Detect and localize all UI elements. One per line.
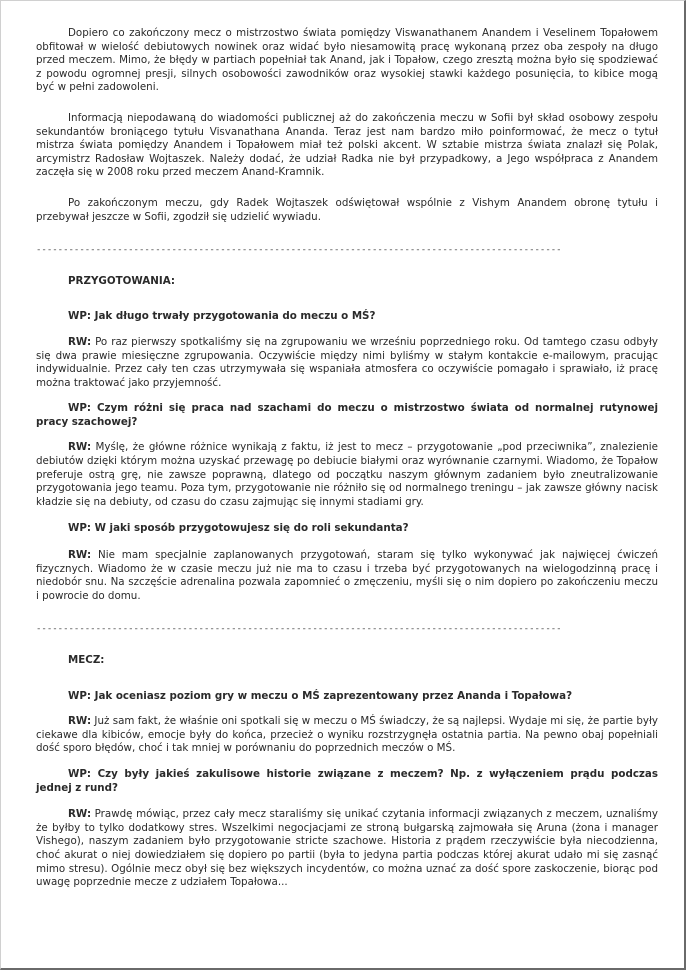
answer-1: [36, 336, 658, 390]
answer-speaker: RW:: [68, 441, 92, 454]
answer-speaker: RW:: [68, 715, 92, 728]
section-divider-1: -------------------------------------------------------------------------------------------------: [36, 245, 562, 256]
section-heading-match: MECZ:: [68, 654, 105, 666]
intro-paragraph-2: Informacją niepodawaną do wiadomości publicznej aż do zakończenia meczu w Sofii był skład osobowy zespołu sekundantów broniącego tytułu Visvanathana Ananda. Teraz jest nam bardzo miło poinformować, że mecz o tytuł mistrza świata pomiędzy Anandem i Topałowem miał też polski akcent. W sztabie mistrza świata znalazł się Polak, arcymistrz Radosław Wojtaszek. Należy dodać, że udział Radka nie był przypadkowy, a Jego współpraca z Anandem zaczęła się w 2008 roku przed meczem Anand-Kramnik.: [36, 111, 658, 179]
answer-4: [36, 715, 658, 756]
intro-paragraph-3: Po zakończonym meczu, gdy Radek Wojtaszek odświętował wspólnie z Vishym Anandem obronę tytułu i przebywał jeszcze w Sofii, zgodził się udzielić wywiadu.: [36, 196, 658, 223]
intro-paragraph-1: Dopiero co zakończony mecz o mistrzostwo świata pomiędzy Viswanathanem Anandem i Veselinem Topałowem obfitował w wielość debiutowych nowinek oraz widać było niesamowitą pracę wykonaną przez oba zespoły na długo przed meczem. Mimo, że błędy w partiach popełniał tak Anand, jak i Topałow, czego zresztą można było się spodziewać z powodu ogromnej presji, silnych osobowości zawodników oraz wysokiej stawki każdego posunięcia, to kibice mogą być w pełni zadowoleni.: [36, 27, 658, 94]
question-2: WP: Czym różni się praca nad szachami do meczu o mistrzostwo świata od normalnej rutynowej pracy szachowej?: [36, 402, 658, 428]
question-5: WP: Czy były jakieś zakulisowe historie związane z meczem? Np. z wyłączeniem prądu podczas jednej z rund?: [36, 767, 658, 794]
answer-text: Po raz pierwszy spotkaliśmy się na zgrupowaniu we wrześniu poprzedniego roku. Od tamtego czasu odbyły się dwa prawie miesięczne zgrupowania. Oczywiście między nimi byliśmy w stałym kontakcie e-mailowym, pracując indywidualnie. Przez cały ten czas utrzymywała się wspaniała atmosfera co oczywiście pomagało i sprawiało, iż pracę można traktować jako przyjemność.: [36, 335, 658, 389]
answer-text: Myślę, że główne różnice wynikają z faktu, iż jest to mecz – przygotowanie „pod przeciwnika”, znalezienie debiutów dzięki którym można uzyskać przewagę po debiucie białymi oraz wyrównanie czarnymi. Wiadomo, że Topałow preferuje ostrą grę, nie zawsze poprawną, dlatego od początku naszym głównym zadaniem było zneutralizowanie przygotowania jego teamu. Poza tym, przygotowanie nie różniło się od normalnego treningu – jak zawsze główny nacisk kładzie się na debiuty, od czasu do czasu zajmując się innymi stadiami gry.: [36, 441, 658, 508]
answer-speaker: RW:: [68, 808, 92, 821]
answer-5: [36, 808, 658, 890]
question-3: WP: W jaki sposób przygotowujesz się do roli sekundanta?: [68, 522, 409, 535]
answer-speaker: RW:: [68, 549, 92, 562]
article-body: [36, 1, 658, 890]
question-1: WP: Jak długo trwały przygotowania do meczu o MŚ?: [68, 310, 376, 323]
answer-speaker: RW:: [68, 335, 92, 348]
section-divider-2: -------------------------------------------------------------------------------------------------: [36, 624, 562, 635]
answer-2: [36, 441, 658, 509]
answer-text: Prawdę mówiąc, przez cały mecz staraliśmy się unikać czytania informacji związanych z meczem, uznaliśmy że byłby to tylko dodatkowy stres. Wszelkimi negocjacjami ze stroną bułgarską zajmowała się Aruna (żona i manager Vishego), naszym zadaniem było przygotowanie stricte szachowe. Historia z prądem rzeczywiście była niecodzienna, choć akurat o niej dowiedziałem się dopiero po partii (była to jedyna partia podczas której akurat udało mi się zasnąć mimo stresu). Ogólnie mecz obył się bez większych incydentów, co można uznać za dość spore zaskoczenie, biorąc pod uwagę poprzednie mecze z udziałem Topałowa...: [36, 808, 658, 889]
question-4: WP: Jak oceniasz poziom gry w meczu o MŚ zaprezentowany przez Ananda i Topałowa?: [68, 689, 573, 702]
answer-text: Nie mam specjalnie zaplanowanych przygotowań, staram się tylko wykonywać jak najwięcej ćwiczeń fizycznych. Wiadomo że w czasie meczu już nie ma to czasu i trzeba być przygotowanych na wielogodzinną pracę i niedobór snu. Na szczęście adrenalina pozwala zapomnieć o zmęczeniu, myśli się o nim dopiero po zakończeniu meczu i powrocie do domu.: [36, 549, 658, 602]
answer-3: [36, 549, 658, 603]
answer-text: Już sam fakt, że właśnie oni spotkali się w meczu o MŚ świadczy, że są najlepsi. Wydaje mi się, że partie były ciekawe dla kibiców, emocje były do końca, przecież o wyniku rozstrzygnęła ostatnia partia. Na pewno obaj popełniali dość sporo błędów, choć i tak mniej w porównaniu do poprzednich meczów o MŚ.: [36, 715, 658, 755]
section-heading-preparations: PRZYGOTOWANIA:: [68, 274, 175, 287]
